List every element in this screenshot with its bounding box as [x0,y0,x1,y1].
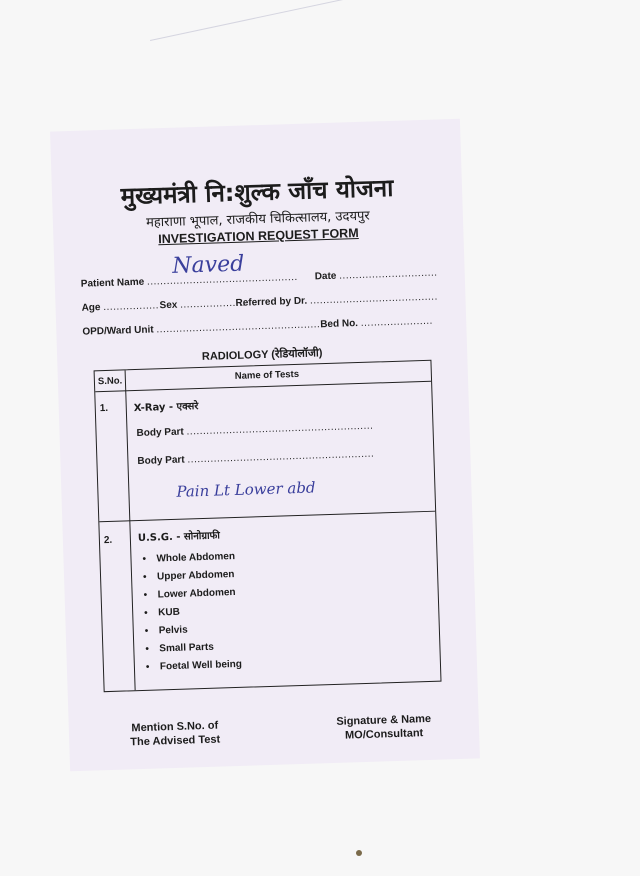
sex-label: Sex [159,299,178,312]
age-field[interactable]: Age ................. [81,300,160,314]
bullet-icon: • [144,607,148,619]
bullet-icon: • [143,589,148,601]
bullet-icon: • [142,571,147,583]
bed-no-label: Bed No. [320,318,359,331]
bullet-icon: • [144,625,149,637]
usg-option-label: Upper Abdomen [156,569,235,583]
usg-option-item[interactable] [142,551,235,565]
patient-name-label: Patient Name [80,276,145,290]
body-part-label-2: Body Part [137,454,185,468]
sex-field[interactable]: Sex .................... [159,297,246,312]
row-2-sno: 2. [103,534,113,547]
signature-line-2: MO/Consultant [344,727,424,742]
form-title: INVESTIGATION REQUEST FORM [158,225,359,247]
table-header-divider [95,381,431,393]
usg-option-item[interactable] [145,625,188,637]
bullet-icon: • [142,553,147,565]
table-row-divider [99,511,435,523]
bullet-icon: • [145,643,150,655]
tests-table [94,360,442,692]
body-part-label-1: Body Part [136,426,184,440]
usg-option-label: Lower Abdomen [157,586,236,601]
xray-body-part-1[interactable]: Body Part ......................................................... [136,420,374,440]
opd-ward-field[interactable]: OPD/Ward Unit .................................................... [82,319,327,338]
mention-sno-line-2: The Advised Test [130,733,221,749]
scheme-title: मुख्यमंत्री नि:शुल्क जाँच योजना [120,173,394,211]
bullet-icon: • [145,661,150,673]
date-label: Date [314,270,337,283]
usg-option-item[interactable] [146,659,242,673]
age-label: Age [81,302,101,314]
bed-no-field[interactable]: Bed No. ...................... [320,315,434,331]
investigation-request-form [50,119,480,772]
scan-artifact-line [150,0,476,100]
scan-speck [356,850,362,856]
referred-by-label: Referred by Dr. [235,295,308,309]
clinical-note-handwritten: Pain Lt Lower abd [176,478,316,501]
patient-name-handwritten: Naved [171,251,245,279]
signature-line-1: Signature & Name [336,712,432,728]
column-header-tests: Name of Tests [234,368,300,382]
referred-by-field[interactable]: Referred by Dr. ....................................... [235,291,438,309]
opd-ward-label: OPD/Ward Unit [82,324,154,338]
date-field[interactable]: Date .............................. [314,267,438,283]
usg-option-item[interactable] [143,587,235,601]
usg-option-label: KUB [158,606,181,619]
xray-body-part-2[interactable]: Body Part ......................................................... [137,448,375,468]
signature-block[interactable] [319,711,450,743]
usg-option-label: Small Parts [159,641,214,655]
usg-option-label: Whole Abdomen [156,550,236,565]
radiology-section-title: RADIOLOGY (रेडियोलॉजी) [201,347,323,363]
usg-option-label: Foetal Well being [159,658,243,673]
xray-test-label[interactable]: X-Ray - एक्सरे [133,401,199,415]
mention-sno-line-1: Mention S.No. of [131,719,219,735]
table-column-divider [125,370,136,690]
usg-option-item[interactable] [145,642,214,655]
usg-option-item[interactable] [144,607,180,619]
row-1-sno: 1. [99,402,109,415]
usg-option-item[interactable] [143,569,235,583]
patient-name-field[interactable]: Patient Name .............................................. [80,271,298,290]
usg-test-label[interactable]: U.S.G. - सोनोग्राफी [137,530,221,545]
column-header-sno: S.No. [97,375,123,388]
usg-option-label: Pelvis [158,624,188,637]
hospital-name: महाराणा भूपाल, राजकीय चिकित्सालय, उदयपुर [145,208,370,231]
mention-sno-note [115,718,236,750]
